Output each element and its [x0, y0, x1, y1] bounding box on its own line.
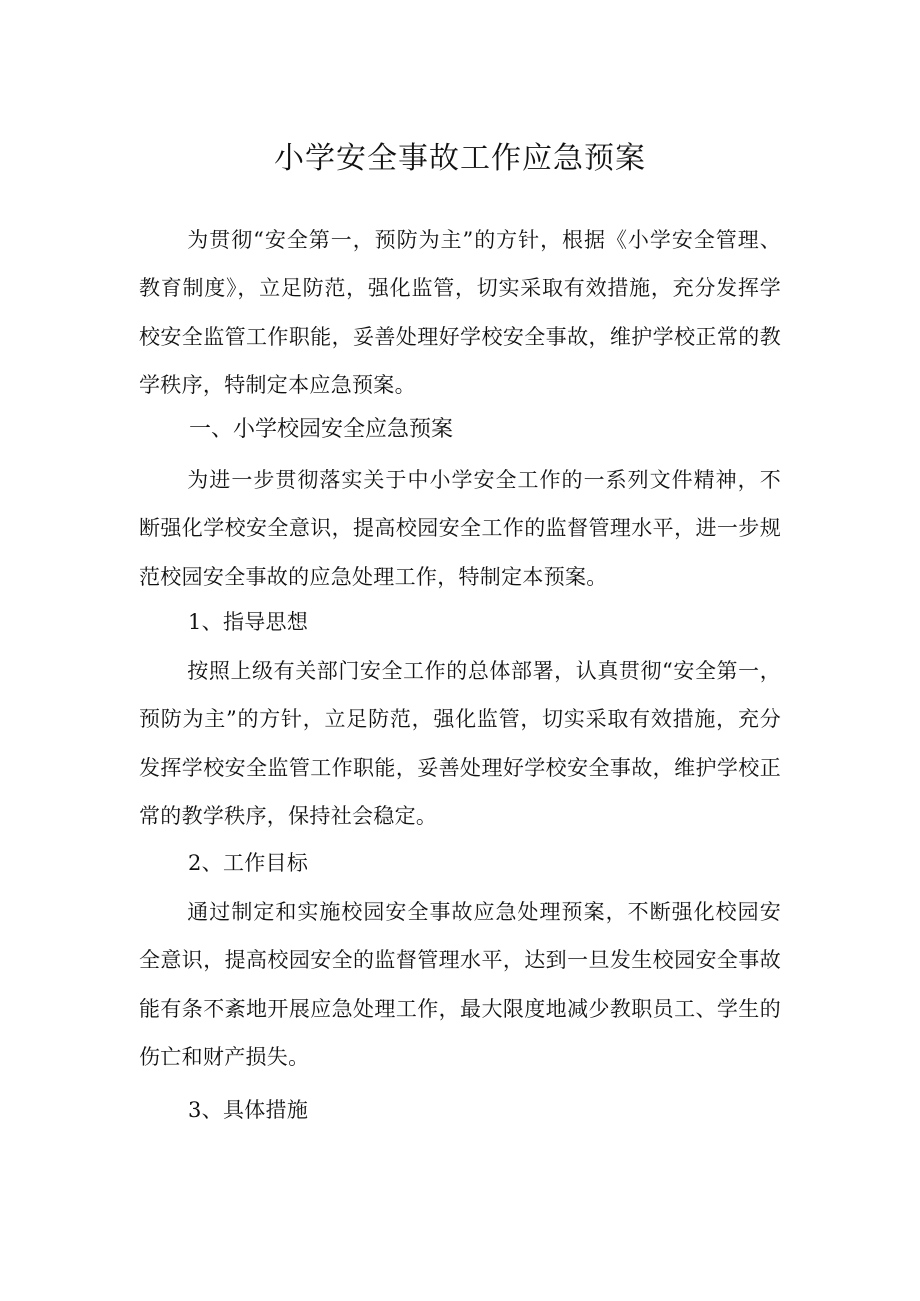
section-paragraph: 为进一步贯彻落实关于中小学安全工作的一系列文件精神，不断强化学校安全意识，提高校园安全工作的监督管理水平，进一步规范校园安全事故的应急处理工作，特制定本预案。	[139, 468, 781, 589]
item-1-label: 1、指导思想	[188, 610, 309, 634]
item-2-label: 2、工作目标	[188, 851, 309, 875]
item-1-text: 按照上级有关部门安全工作的总体部署，认真贯彻“安全第一，预防为主”的方针，立足防范，强化监管，切实采取有效措施，充分发挥学校安全监管工作职能，妥善处理好学校安全事故，维护学校正常的教学秩序，保持社会稳定。	[139, 659, 781, 828]
item-3-label: 3、具体措施	[188, 1098, 309, 1122]
intro-paragraph: 为贯彻“安全第一，预防为主”的方针，根据《小学安全管理、教育制度》，立足防范，强化监管，切实采取有效措施，充分发挥学校安全监管工作职能，妥善处理好学校安全事故，维护学校正常的教学秩序，特制定本应急预案。	[139, 228, 781, 397]
item-2-text: 通过制定和实施校园安全事故应急处理预案，不断强化校园安全意识，提高校园安全的监督管理水平，达到一旦发生校园安全事故能有条不紊地开展应急处理工作，最大限度地减少教职员工、学生的伤亡和财产损失。	[139, 900, 781, 1069]
section-heading: 一、小学校园安全应急预案	[189, 417, 454, 442]
document-title: 小学安全事故工作应急预案	[274, 141, 646, 176]
